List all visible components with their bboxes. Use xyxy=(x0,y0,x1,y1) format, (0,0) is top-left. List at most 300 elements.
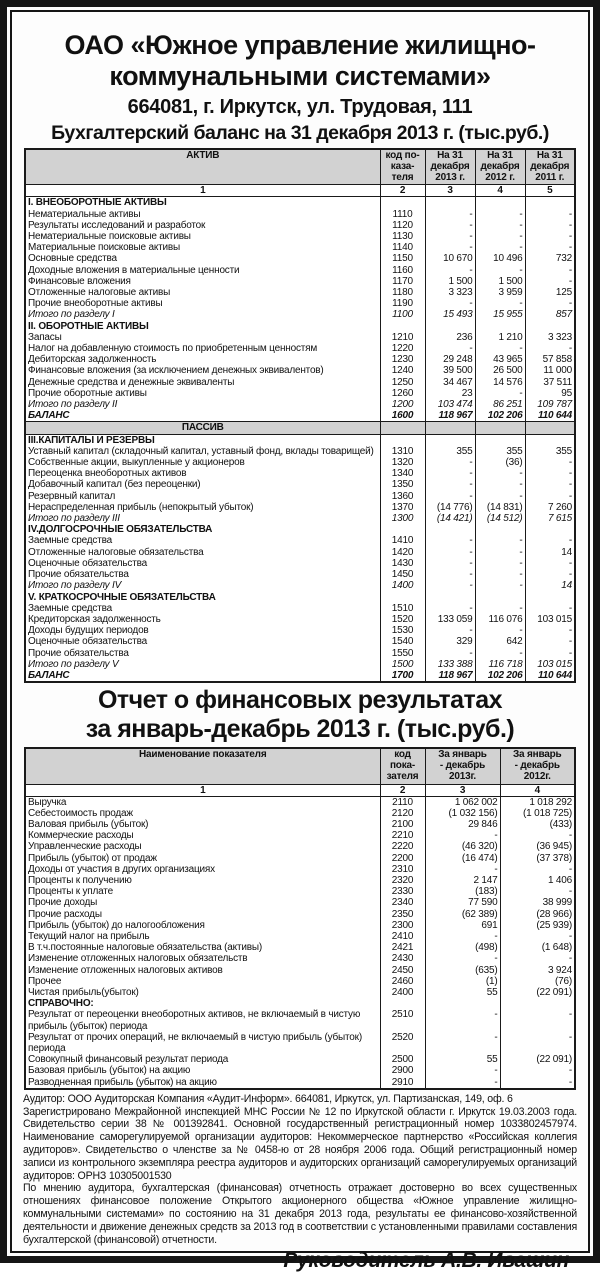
table-row xyxy=(25,502,575,513)
row-label: Финансовые вложения (за исключением денежных эквивалентов) xyxy=(25,365,380,376)
row-label: V. КРАТКОСРОЧНЫЕ ОБЯЗАТЕЛЬСТВА xyxy=(25,592,380,603)
row-value: - xyxy=(475,468,525,479)
table-row xyxy=(25,920,575,931)
row-value: (16 474) xyxy=(425,853,500,864)
table-row xyxy=(25,569,575,580)
table-row xyxy=(25,603,575,614)
row-code: 1430 xyxy=(380,558,425,569)
row-value: (25 939) xyxy=(500,920,575,931)
row-code: 1600 xyxy=(380,410,425,422)
row-label: Разводненная прибыль (убыток) на акцию xyxy=(25,1077,380,1089)
table-row xyxy=(25,535,575,546)
row-value: 2 147 xyxy=(425,875,500,886)
row-label: Оценочные обязательства xyxy=(25,636,380,647)
row-value: - xyxy=(425,931,500,942)
row-code: 1350 xyxy=(380,479,425,490)
row-value: 77 590 xyxy=(425,897,500,908)
row-value: 102 206 xyxy=(475,410,525,422)
row-code: 1450 xyxy=(380,569,425,580)
table-row xyxy=(25,580,575,591)
row-value: 109 787 xyxy=(525,399,575,410)
row-value: 236 xyxy=(425,332,475,343)
row-value: (635) xyxy=(425,965,500,976)
company-title-line2: коммунальными системами» xyxy=(109,61,491,91)
row-value: - xyxy=(425,479,475,490)
row-code: 1310 xyxy=(380,446,425,457)
row-value: - xyxy=(475,569,525,580)
row-label: БАЛАНС xyxy=(25,670,380,682)
row-value: - xyxy=(425,298,475,309)
table-row xyxy=(25,1077,575,1089)
row-code: 1210 xyxy=(380,332,425,343)
row-code: 2450 xyxy=(380,965,425,976)
row-code xyxy=(380,434,425,446)
balance-table-header xyxy=(25,149,575,185)
row-label: Прочие обязательства xyxy=(25,648,380,659)
row-value: - xyxy=(500,830,575,841)
table-row xyxy=(25,410,575,422)
row-label: Себестоимость продаж xyxy=(25,808,380,819)
row-label: Итого по разделу III xyxy=(25,513,380,524)
row-value: 118 967 xyxy=(425,670,475,682)
row-label: СПРАВОЧНО: xyxy=(25,998,380,1009)
col-num: 4 xyxy=(475,185,525,197)
table-row xyxy=(25,491,575,502)
row-value: 355 xyxy=(425,446,475,457)
row-code: 1700 xyxy=(380,670,425,682)
row-value: - xyxy=(425,603,475,614)
row-label: Прочие доходы xyxy=(25,897,380,908)
table-row xyxy=(25,479,575,490)
row-value: - xyxy=(475,220,525,231)
row-value: 110 644 xyxy=(525,410,575,422)
row-value: 55 xyxy=(425,1054,500,1065)
row-label: Текущий налог на прибыль xyxy=(25,931,380,942)
row-value: 23 xyxy=(425,388,475,399)
balance-sheet-table xyxy=(24,148,576,683)
row-code: 2510 xyxy=(380,1009,425,1031)
row-code: 1370 xyxy=(380,502,425,513)
row-value xyxy=(425,434,475,446)
table-row xyxy=(25,242,575,253)
row-label: Налог на добавленную стоимость по приобретенным ценностям xyxy=(25,343,380,354)
company-title-line1: ОАО «Южное управление жилищно- xyxy=(64,30,536,60)
table-row xyxy=(25,547,575,558)
row-value: (14 776) xyxy=(425,502,475,513)
row-code: 2900 xyxy=(380,1065,425,1076)
row-value: 355 xyxy=(525,446,575,457)
row-label: Добавочный капитал (без переоценки) xyxy=(25,479,380,490)
row-code: 1320 xyxy=(380,457,425,468)
row-code: 1190 xyxy=(380,298,425,309)
row-value: (14 831) xyxy=(475,502,525,513)
col-num: 2 xyxy=(380,185,425,197)
row-value: 691 xyxy=(425,920,500,931)
row-value: 102 206 xyxy=(475,670,525,682)
table-row xyxy=(25,1054,575,1065)
row-value: - xyxy=(525,491,575,502)
row-value: (1 032 156) xyxy=(425,808,500,819)
row-label: Результат от прочих операций, не включаемый в чистую прибыль (убыток) периода xyxy=(25,1032,380,1054)
row-value: 15 955 xyxy=(475,309,525,320)
row-value: (46 320) xyxy=(425,841,500,852)
row-value xyxy=(475,197,525,209)
row-value: - xyxy=(475,580,525,591)
row-value xyxy=(525,434,575,446)
column-number-row xyxy=(25,784,575,796)
row-value: 1 500 xyxy=(425,276,475,287)
row-code: 1170 xyxy=(380,276,425,287)
row-value: 37 511 xyxy=(525,377,575,388)
table-row xyxy=(25,953,575,964)
auditor-opinion-paragraph: По мнению аудитора, бухгалтерская (финансовая) отчетность отражает достоверно во всех существенных отношениях финансовое положение Открытого акционерного общества «Южное управление жилищно-коммунальными системами» по состоянию на 31 декабря 2013 года, результаты ее финансово-хозяйственной деятельности и движение денежных средств за 2013 год в соответствии с установленными правилами составления бухгалтерской (финансовой) отчетности. xyxy=(23,1182,577,1246)
row-code: 1110 xyxy=(380,209,425,220)
row-value: - xyxy=(475,388,525,399)
row-value: 7 615 xyxy=(525,513,575,524)
row-label: Отложенные налоговые обязательства xyxy=(25,547,380,558)
row-label: Финансовые вложения xyxy=(25,276,380,287)
row-value: - xyxy=(425,491,475,502)
row-code: 1300 xyxy=(380,513,425,524)
row-code: 1360 xyxy=(380,491,425,502)
row-value: 57 858 xyxy=(525,354,575,365)
row-value: 3 323 xyxy=(525,332,575,343)
row-value: - xyxy=(425,1032,500,1054)
row-value: - xyxy=(500,886,575,897)
row-value xyxy=(425,197,475,209)
row-value: - xyxy=(425,1065,500,1076)
row-value: - xyxy=(425,457,475,468)
row-label: Собственные акции, выкупленные у акционеров xyxy=(25,457,380,468)
table-row xyxy=(25,998,575,1009)
row-value: - xyxy=(500,1032,575,1054)
row-value: (37 378) xyxy=(500,853,575,864)
row-value: 55 xyxy=(425,987,500,998)
row-value: 29 248 xyxy=(425,354,475,365)
row-label: ПАССИВ xyxy=(25,422,380,434)
company-title xyxy=(21,30,579,92)
row-value: 38 999 xyxy=(500,897,575,908)
table-row xyxy=(25,298,575,309)
table-row xyxy=(25,592,575,603)
row-value: - xyxy=(425,468,475,479)
row-value: (76) xyxy=(500,976,575,987)
table-row xyxy=(25,309,575,320)
col-2012: На 31 декабря 2012 г. xyxy=(475,149,525,185)
row-value: (36 945) xyxy=(500,841,575,852)
row-label: Прочее xyxy=(25,976,380,987)
row-value: 39 500 xyxy=(425,365,475,376)
col-num: 1 xyxy=(25,784,380,796)
row-value: (14 512) xyxy=(475,513,525,524)
col-aktiv: АКТИВ xyxy=(25,149,380,185)
row-label: Переоценка внеоборотных активов xyxy=(25,468,380,479)
row-value xyxy=(425,422,475,434)
income-title-line2: за январь-декабрь 2013 г. (тыс.руб.) xyxy=(85,715,515,744)
row-value: - xyxy=(525,457,575,468)
row-value: - xyxy=(525,209,575,220)
table-row xyxy=(25,648,575,659)
row-value: - xyxy=(475,479,525,490)
row-value: - xyxy=(525,468,575,479)
row-code: 2350 xyxy=(380,909,425,920)
row-value: 642 xyxy=(475,636,525,647)
row-value: - xyxy=(425,830,500,841)
row-value xyxy=(475,524,525,535)
row-code: 2340 xyxy=(380,897,425,908)
row-code: 2220 xyxy=(380,841,425,852)
row-label: Прочие внеоборотные активы xyxy=(25,298,380,309)
table-row xyxy=(25,231,575,242)
table-row xyxy=(25,457,575,468)
row-code: 1140 xyxy=(380,242,425,253)
income-statement-table xyxy=(24,747,576,1090)
row-value: - xyxy=(525,220,575,231)
document-inner-frame xyxy=(10,10,590,1273)
table-row xyxy=(25,446,575,457)
row-code: 1340 xyxy=(380,468,425,479)
row-value: - xyxy=(525,265,575,276)
row-code: 1100 xyxy=(380,309,425,320)
income-title-line1: Отчет о финансовых результатах xyxy=(97,686,503,715)
row-label: Заемные средства xyxy=(25,535,380,546)
row-value: (62 389) xyxy=(425,909,500,920)
row-value: - xyxy=(425,231,475,242)
row-value: - xyxy=(425,209,475,220)
row-value: - xyxy=(425,242,475,253)
row-label: Результат от переоценки внеоборотных активов, не включаемый в чистую прибыль (убыток) периода xyxy=(25,1009,380,1031)
col-indicator-name: Наименование показателя xyxy=(25,748,380,784)
table-row xyxy=(25,399,575,410)
row-code: 2320 xyxy=(380,875,425,886)
row-label: Изменение отложенных налоговых активов xyxy=(25,965,380,976)
row-value: (28 966) xyxy=(500,909,575,920)
row-value: - xyxy=(475,231,525,242)
row-value: 125 xyxy=(525,287,575,298)
row-value: - xyxy=(425,625,475,636)
row-value: - xyxy=(425,864,500,875)
row-value: 329 xyxy=(425,636,475,647)
row-value: 1 500 xyxy=(475,276,525,287)
row-value: 116 718 xyxy=(475,659,525,670)
row-code: 1510 xyxy=(380,603,425,614)
row-label: Совокупный финансовый результат периода xyxy=(25,1054,380,1065)
table-row xyxy=(25,841,575,852)
row-value: - xyxy=(475,298,525,309)
row-code: 2330 xyxy=(380,886,425,897)
table-row xyxy=(25,468,575,479)
row-label: Изменение отложенных налоговых обязательств xyxy=(25,953,380,964)
row-value: 7 260 xyxy=(525,502,575,513)
row-value: - xyxy=(525,603,575,614)
row-value: 3 959 xyxy=(475,287,525,298)
row-code xyxy=(380,524,425,535)
row-value: 133 388 xyxy=(425,659,475,670)
income-statement-title xyxy=(21,686,579,744)
row-label: Доходные вложения в материальные ценности xyxy=(25,265,380,276)
row-label: Итого по разделу IV xyxy=(25,580,380,591)
table-row xyxy=(25,253,575,264)
row-value: - xyxy=(425,220,475,231)
col-num: 4 xyxy=(500,784,575,796)
row-label: Дебиторская задолженность xyxy=(25,354,380,365)
row-code xyxy=(380,422,425,434)
row-value xyxy=(500,998,575,1009)
row-value: 118 967 xyxy=(425,410,475,422)
row-label: Нераспределенная прибыль (непокрытый убыток) xyxy=(25,502,380,513)
table-row xyxy=(25,659,575,670)
table-row xyxy=(25,909,575,920)
row-value: - xyxy=(475,648,525,659)
auditor-line: Аудитор: ООО Аудиторская Компания «Аудит-Информ». 664081, Иркутск, ул. Партизанская, 149, оф. 6 xyxy=(23,1092,513,1105)
row-value: - xyxy=(475,535,525,546)
table-row xyxy=(25,209,575,220)
row-value: - xyxy=(525,558,575,569)
income-header-row xyxy=(25,748,575,784)
row-value: 1 406 xyxy=(500,875,575,886)
table-row xyxy=(25,197,575,209)
col-jan-dec-2012: За январь - декабрь 2012г. xyxy=(500,748,575,784)
balance-sheet-title: Бухгалтерский баланс на 31 декабря 2013 г. (тыс.руб.) xyxy=(51,122,549,144)
table-row xyxy=(25,931,575,942)
row-label: Кредиторская задолженность xyxy=(25,614,380,625)
row-code: 1260 xyxy=(380,388,425,399)
row-value: 103 015 xyxy=(525,614,575,625)
row-value: - xyxy=(525,343,575,354)
auditor-note xyxy=(23,1093,577,1247)
row-value: - xyxy=(500,1077,575,1089)
director-signature: Руководитель А.В. Ивашин xyxy=(283,1249,569,1273)
row-value: 86 251 xyxy=(475,399,525,410)
row-label: II. ОБОРОТНЫЕ АКТИВЫ xyxy=(25,321,380,332)
row-code: 2310 xyxy=(380,864,425,875)
row-value: 1 062 002 xyxy=(425,796,500,808)
row-code: 1200 xyxy=(380,399,425,410)
row-value: - xyxy=(525,636,575,647)
income-table-header xyxy=(25,748,575,784)
row-value: 14 576 xyxy=(475,377,525,388)
row-code: 1230 xyxy=(380,354,425,365)
row-label: Доходы будущих периодов xyxy=(25,625,380,636)
row-code: 2910 xyxy=(380,1077,425,1089)
table-row xyxy=(25,377,575,388)
row-label: Оценочные обязательства xyxy=(25,558,380,569)
col-code: код пока- зателя xyxy=(380,748,425,784)
balance-header-row xyxy=(25,149,575,185)
table-row xyxy=(25,853,575,864)
row-code: 1410 xyxy=(380,535,425,546)
row-code: 1150 xyxy=(380,253,425,264)
row-value: - xyxy=(525,569,575,580)
row-value: - xyxy=(475,343,525,354)
col-2013: На 31 декабря 2013 г. xyxy=(425,149,475,185)
row-label: Резервный капитал xyxy=(25,491,380,502)
col-jan-dec-2013: За январь - декабрь 2013г. xyxy=(425,748,500,784)
row-value xyxy=(525,592,575,603)
row-value: (36) xyxy=(475,457,525,468)
row-value: (433) xyxy=(500,819,575,830)
row-value: 110 644 xyxy=(525,670,575,682)
table-row xyxy=(25,434,575,446)
table-row xyxy=(25,942,575,953)
row-label: Доходы от участия в других организациях xyxy=(25,864,380,875)
table-row xyxy=(25,636,575,647)
table-row xyxy=(25,265,575,276)
row-value: - xyxy=(525,648,575,659)
row-label: Прибыль (убыток) до налогообложения xyxy=(25,920,380,931)
table-row xyxy=(25,558,575,569)
row-code xyxy=(380,321,425,332)
row-value: 857 xyxy=(525,309,575,320)
table-row xyxy=(25,897,575,908)
row-code: 1120 xyxy=(380,220,425,231)
row-value: 14 xyxy=(525,580,575,591)
row-value: - xyxy=(500,931,575,942)
row-code: 2460 xyxy=(380,976,425,987)
row-value: - xyxy=(525,535,575,546)
table-row xyxy=(25,321,575,332)
table-row xyxy=(25,614,575,625)
row-label: Валовая прибыль (убыток) xyxy=(25,819,380,830)
row-value: - xyxy=(425,343,475,354)
table-row xyxy=(25,1065,575,1076)
row-value: 3 924 xyxy=(500,965,575,976)
income-table-body xyxy=(25,796,575,1089)
row-value: - xyxy=(425,648,475,659)
row-value: - xyxy=(425,265,475,276)
row-code: 2300 xyxy=(380,920,425,931)
row-value: - xyxy=(425,535,475,546)
row-value xyxy=(525,524,575,535)
row-label: Выручка xyxy=(25,796,380,808)
row-code: 2400 xyxy=(380,987,425,998)
col-num: 2 xyxy=(380,784,425,796)
row-value xyxy=(425,524,475,535)
col-num: 1 xyxy=(25,185,380,197)
row-value: - xyxy=(475,625,525,636)
row-value: (14 421) xyxy=(425,513,475,524)
row-value: 95 xyxy=(525,388,575,399)
row-label: Чистая прибыль(убыток) xyxy=(25,987,380,998)
row-value xyxy=(425,998,500,1009)
row-code: 1550 xyxy=(380,648,425,659)
row-value: 1 018 292 xyxy=(500,796,575,808)
row-value: 355 xyxy=(475,446,525,457)
table-row xyxy=(25,875,575,886)
row-value: 3 323 xyxy=(425,287,475,298)
row-value: - xyxy=(475,547,525,558)
row-label: Отложенные налоговые активы xyxy=(25,287,380,298)
table-row xyxy=(25,343,575,354)
row-value: - xyxy=(425,547,475,558)
row-value: - xyxy=(475,265,525,276)
table-row xyxy=(25,1009,575,1031)
row-label: Управленческие расходы xyxy=(25,841,380,852)
row-label: Нематериальные поисковые активы xyxy=(25,231,380,242)
table-row xyxy=(25,388,575,399)
row-code: 1530 xyxy=(380,625,425,636)
row-value: 116 076 xyxy=(475,614,525,625)
row-label: Проценты к получению xyxy=(25,875,380,886)
row-code: 1420 xyxy=(380,547,425,558)
row-label: Результаты исследований и разработок xyxy=(25,220,380,231)
row-label: Уставный капитал (складочный капитал, уставный фонд, вклады товарищей) xyxy=(25,446,380,457)
table-row xyxy=(25,287,575,298)
row-label: Итого по разделу V xyxy=(25,659,380,670)
row-code: 2200 xyxy=(380,853,425,864)
row-value: 10 496 xyxy=(475,253,525,264)
row-code: 1180 xyxy=(380,287,425,298)
